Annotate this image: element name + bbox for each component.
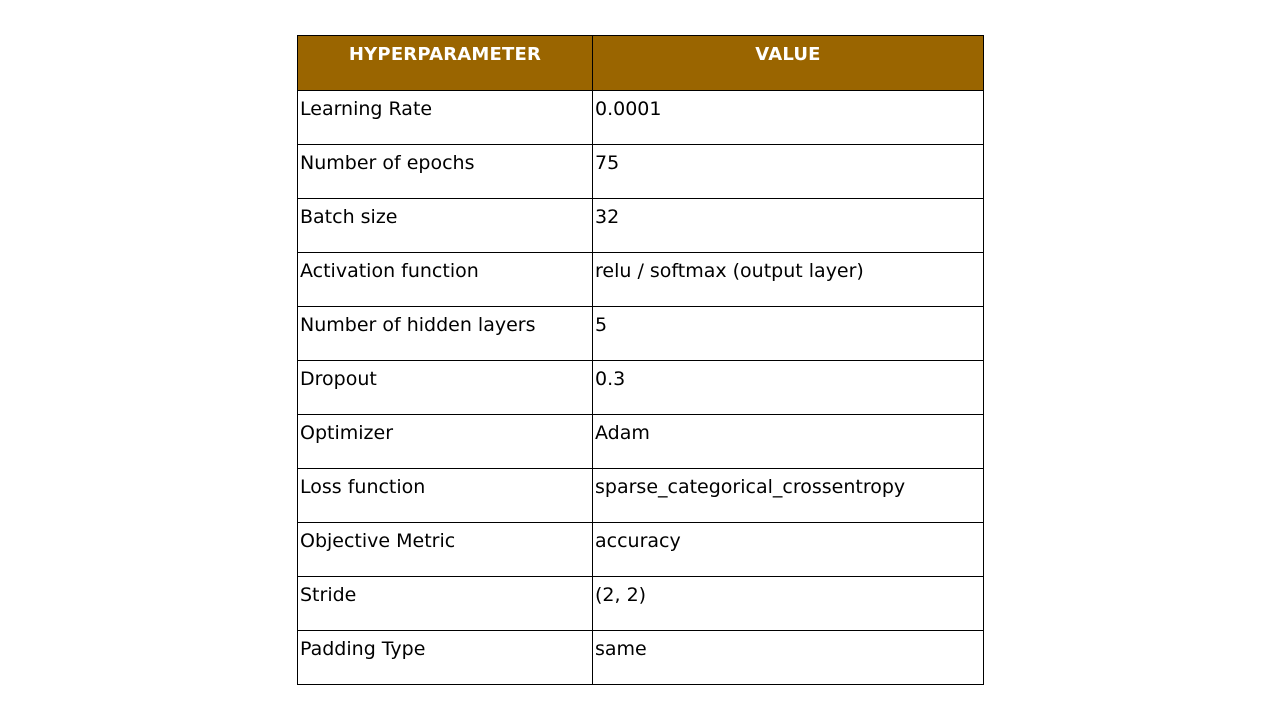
table-row — [298, 253, 984, 307]
value-cell: relu / softmax (output layer) — [593, 253, 984, 307]
table-row — [298, 469, 984, 523]
value-cell: 0.0001 — [593, 91, 984, 145]
hyperparameter-cell: Optimizer — [298, 415, 593, 469]
table-row — [298, 523, 984, 577]
value-cell: accuracy — [593, 523, 984, 577]
table-row — [298, 91, 984, 145]
table-row — [298, 307, 984, 361]
value-cell: 32 — [593, 199, 984, 253]
header-row — [298, 36, 984, 91]
hyperparameter-cell: Number of epochs — [298, 145, 593, 199]
table-row — [298, 631, 984, 685]
value-cell: same — [593, 631, 984, 685]
hyperparameter-cell: Dropout — [298, 361, 593, 415]
value-cell: (2, 2) — [593, 577, 984, 631]
hyperparameter-cell: Loss function — [298, 469, 593, 523]
hyperparameter-cell: Batch size — [298, 199, 593, 253]
table-row — [298, 145, 984, 199]
hyperparameter-cell: Learning Rate — [298, 91, 593, 145]
hyperparameter-cell: Padding Type — [298, 631, 593, 685]
header-hyperparameter: HYPERPARAMETER — [298, 36, 593, 91]
hyperparameter-cell: Number of hidden layers — [298, 307, 593, 361]
table-row — [298, 199, 984, 253]
table-row — [298, 361, 984, 415]
hyperparameter-cell: Activation function — [298, 253, 593, 307]
hyperparameter-table — [297, 35, 984, 685]
value-cell: 75 — [593, 145, 984, 199]
table-row — [298, 577, 984, 631]
table-header — [298, 36, 984, 91]
value-cell: 5 — [593, 307, 984, 361]
value-cell: Adam — [593, 415, 984, 469]
hyperparameter-cell: Stride — [298, 577, 593, 631]
header-value: VALUE — [593, 36, 984, 91]
value-cell: 0.3 — [593, 361, 984, 415]
value-cell: sparse_categorical_crossentropy — [593, 469, 984, 523]
table-row — [298, 415, 984, 469]
hyperparameter-cell: Objective Metric — [298, 523, 593, 577]
table-body — [298, 91, 984, 685]
